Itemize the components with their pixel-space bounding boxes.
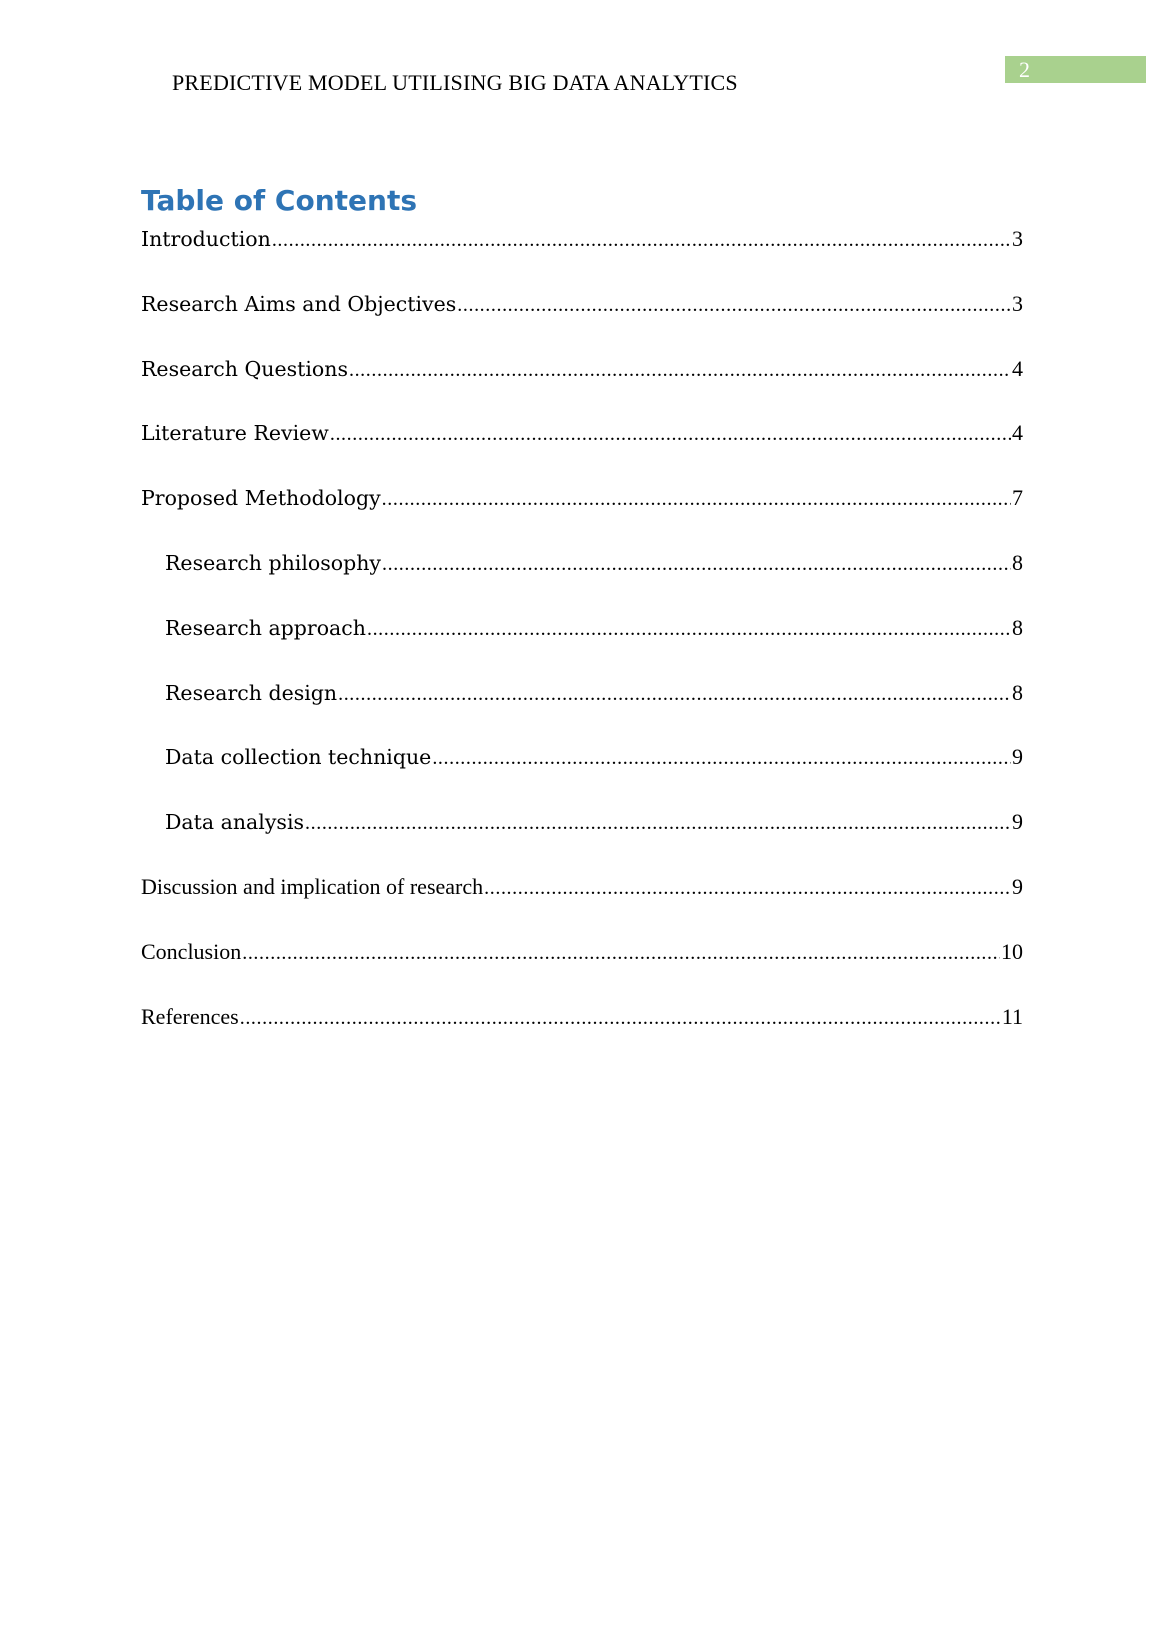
toc-entry-label: Data analysis [165, 810, 305, 835]
toc-entry-page: 9 [1012, 873, 1023, 899]
toc-entry-label: Literature Review [141, 421, 329, 446]
toc-entry-research-approach[interactable] [141, 611, 1023, 676]
toc-entry-page: 9 [1012, 809, 1023, 835]
toc-dot-leader [382, 482, 1011, 516]
toc-entry-page: 8 [1012, 549, 1023, 575]
toc-entry-proposed-methodology[interactable] [141, 481, 1023, 546]
toc-entry-label: References [141, 1003, 239, 1029]
toc-entry-page: 8 [1012, 679, 1023, 705]
toc-dot-leader [382, 547, 1011, 581]
toc-entry-references[interactable] [141, 1000, 1023, 1065]
toc-entry-conclusion[interactable] [141, 935, 1023, 1000]
page-number-badge [1005, 56, 1146, 83]
toc-entry-page: 3 [1012, 290, 1023, 316]
toc-entry-data-analysis[interactable] [141, 805, 1023, 870]
toc-dot-leader [338, 677, 1011, 711]
toc-entry-page: 4 [1012, 355, 1023, 381]
toc-entry-research-philosophy[interactable] [141, 546, 1023, 611]
toc-dot-leader [432, 741, 1011, 775]
toc-entry-label: Research design [165, 680, 338, 705]
toc-entry-label: Research philosophy [165, 550, 381, 575]
toc-entry-page: 9 [1012, 744, 1023, 770]
toc-entry-label: Proposed Methodology [141, 486, 381, 511]
toc-entry-page: 10 [1001, 938, 1023, 964]
toc-entry-label: Research Questions [141, 356, 348, 381]
toc-dot-leader [330, 417, 1011, 451]
toc-dot-leader [242, 936, 1000, 970]
toc-entry-page: 4 [1012, 420, 1023, 446]
toc-dot-leader [367, 612, 1011, 646]
toc-entry-discussion[interactable] [141, 870, 1023, 935]
toc-entry-label: Discussion and implication of research [141, 873, 484, 899]
toc-entry-literature-review[interactable] [141, 416, 1023, 481]
toc-entry-label: Introduction [141, 227, 271, 251]
toc-entry-research-aims[interactable] [141, 287, 1023, 352]
toc-entry-label: Data collection technique [165, 745, 432, 770]
toc-entry-page: 8 [1012, 614, 1023, 640]
toc-entry-research-questions[interactable] [141, 352, 1023, 417]
toc-entry-data-collection[interactable] [141, 740, 1023, 805]
toc-dot-leader [457, 288, 1011, 322]
toc-entry-research-design[interactable] [141, 676, 1023, 741]
toc-dot-leader [272, 223, 1011, 257]
toc-entry-label: Conclusion [141, 938, 242, 964]
toc-entry-label: Research approach [165, 615, 366, 640]
toc-dot-leader [305, 806, 1011, 840]
toc-dot-leader [484, 871, 1011, 905]
toc-list [141, 222, 1023, 1064]
toc-entry-introduction[interactable] [141, 222, 1023, 287]
toc-dot-leader [349, 353, 1011, 387]
toc-title: Table of Contents [141, 184, 418, 217]
toc-dot-leader [240, 1001, 1001, 1035]
toc-entry-label: Research Aims and Objectives [141, 291, 457, 316]
page-number: 2 [1019, 57, 1030, 82]
running-head: PREDICTIVE MODEL UTILISING BIG DATA ANALYTICS [172, 70, 738, 95]
toc-entry-page: 11 [1001, 1003, 1023, 1029]
toc-entry-page: 3 [1012, 226, 1023, 251]
toc-entry-page: 7 [1012, 485, 1023, 511]
